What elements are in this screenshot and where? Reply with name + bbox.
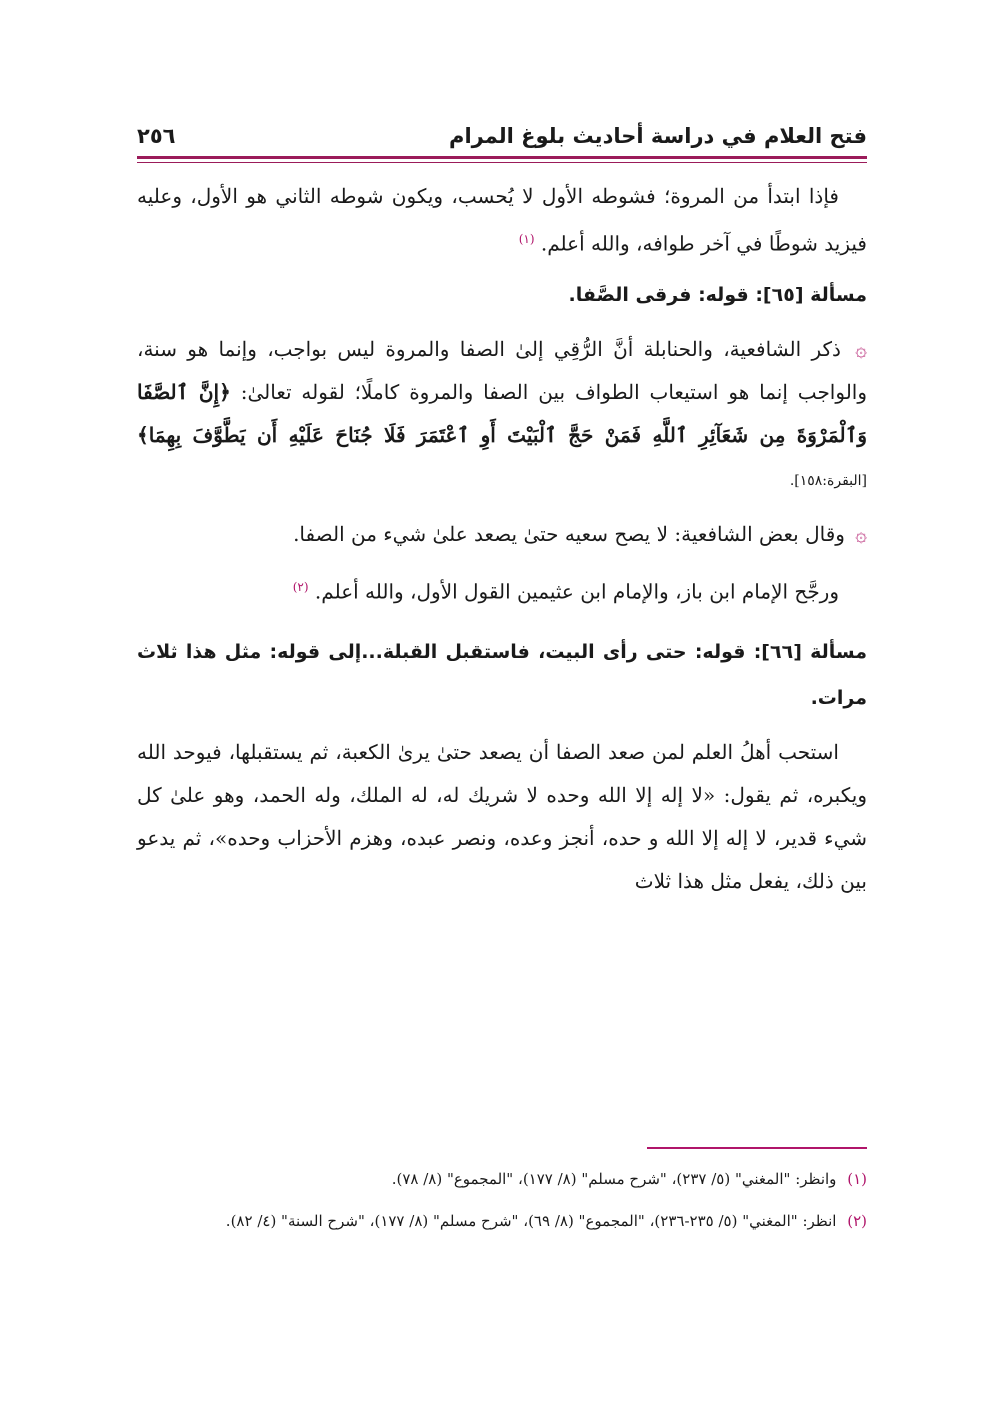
running-header xyxy=(137,120,867,156)
paragraph-4-text: ورجَّح الإمام ابن باز، والإمام ابن عثيمين القول الأول، والله أعلم. xyxy=(314,579,839,604)
paragraph-3 xyxy=(137,513,867,556)
question-66-text: قوله: حتى رأى البيت، فاستقبل القبلة...إلى قوله: مثل هذا ثلاث مرات. xyxy=(137,641,867,710)
footnote-1-number: (١) xyxy=(847,1170,867,1188)
header-rule-thick xyxy=(137,156,867,159)
footnote-1-text: وانظر: "المغني" (٥/ ٢٣٧)، "شرح مسلم" (٨/ ١٧٧)، "المجموع" (٨/ ٧٨). xyxy=(391,1170,837,1188)
verse-citation: [البقرة:١٥٨]. xyxy=(789,472,867,489)
paragraph-3-text: وقال بعض الشافعية: لا يصح سعيه حتىٰ يصعد علىٰ شيء من الصفا. xyxy=(293,521,845,546)
header-rule-thin xyxy=(137,162,867,163)
question-65-label: مسألة [٦٥]: xyxy=(755,283,867,306)
footnote-ref-1: (١) xyxy=(518,232,535,246)
paragraph-2-text: ذكر الشافعية، والحنابلة أنَّ الرُّقِي إلىٰ الصفا والمروة ليس بواجب، وإنما هو سنة، والواجب إنما هو استيعاب الطواف بين الصفا والمروة كاملًا؛ لقوله تعالىٰ: xyxy=(137,336,868,404)
paragraph-1-text: فإذا ابتدأ من المروة؛ فشوطه الأول لا يُحسب، ويكون شوطه الثاني هو الأول، وعليه فيزيد شوطًا في آخر طوافه، والله أعلم. xyxy=(137,184,867,256)
main-text xyxy=(137,175,867,903)
question-66 xyxy=(137,629,867,721)
paragraph-2 xyxy=(137,328,867,503)
footnote-2-number: (٢) xyxy=(847,1212,867,1230)
book-title: فتح العلام في دراسة أحاديث بلوغ المرام xyxy=(449,124,867,148)
footnotes xyxy=(137,1164,867,1236)
flower-bullet-icon: ۞ xyxy=(855,336,867,361)
footnote-2 xyxy=(137,1206,867,1236)
paragraph-4 xyxy=(137,566,867,614)
page-number: ٢٥٦ xyxy=(137,124,176,148)
footnote-ref-2: (٢) xyxy=(292,579,309,594)
footnote-2-text: انظر: "المغني" (٥/ ٢٣٥-٢٣٦)، "المجموع" (٨/ ٦٩)، "شرح مسلم" (٨/ ١٧٧)، "شرح السنة" (٤/ ٨٢). xyxy=(225,1212,837,1230)
flower-bullet-icon: ۞ xyxy=(855,521,867,546)
paragraph-5 xyxy=(137,731,867,903)
paragraph-1 xyxy=(137,175,867,266)
quran-verse: ﴿إِنَّ ٱلصَّفَا وَٱلْمَرْوَةَ مِن شَعَآئِرِ ٱللَّهِ فَمَنْ حَجَّ ٱلْبَيْتَ أَوِ ٱعْتَمَرَ فَلَا جُنَاحَ عَلَيْهِ أَن يَطَّوَّفَ بِهِمَا﴾ xyxy=(137,379,867,447)
paragraph-5-text: استحب أهلُ العلم لمن صعد الصفا أن يصعد حتىٰ يرىٰ الكعبة، ثم يستقبلها، فيوحد الله ويكبره، ثم يقول: «لا إله إلا الله وحده لا شريك له، له الملك، وله الحمد، وهو علىٰ كل شيء قدير، لا إله إلا الله و حده، أنجز وعده، ونصر عبده، وهزم الأحزاب وحده»، ثم يدعو بين ذلك، يفعل مثل هذا ثلاث xyxy=(137,740,867,894)
footnote-1 xyxy=(137,1164,867,1194)
footnote-separator xyxy=(647,1147,867,1149)
question-65 xyxy=(137,272,867,318)
question-65-text: قوله: فرقى الصَّفا. xyxy=(568,283,749,306)
question-66-label: مسألة [٦٦]: xyxy=(753,641,868,664)
